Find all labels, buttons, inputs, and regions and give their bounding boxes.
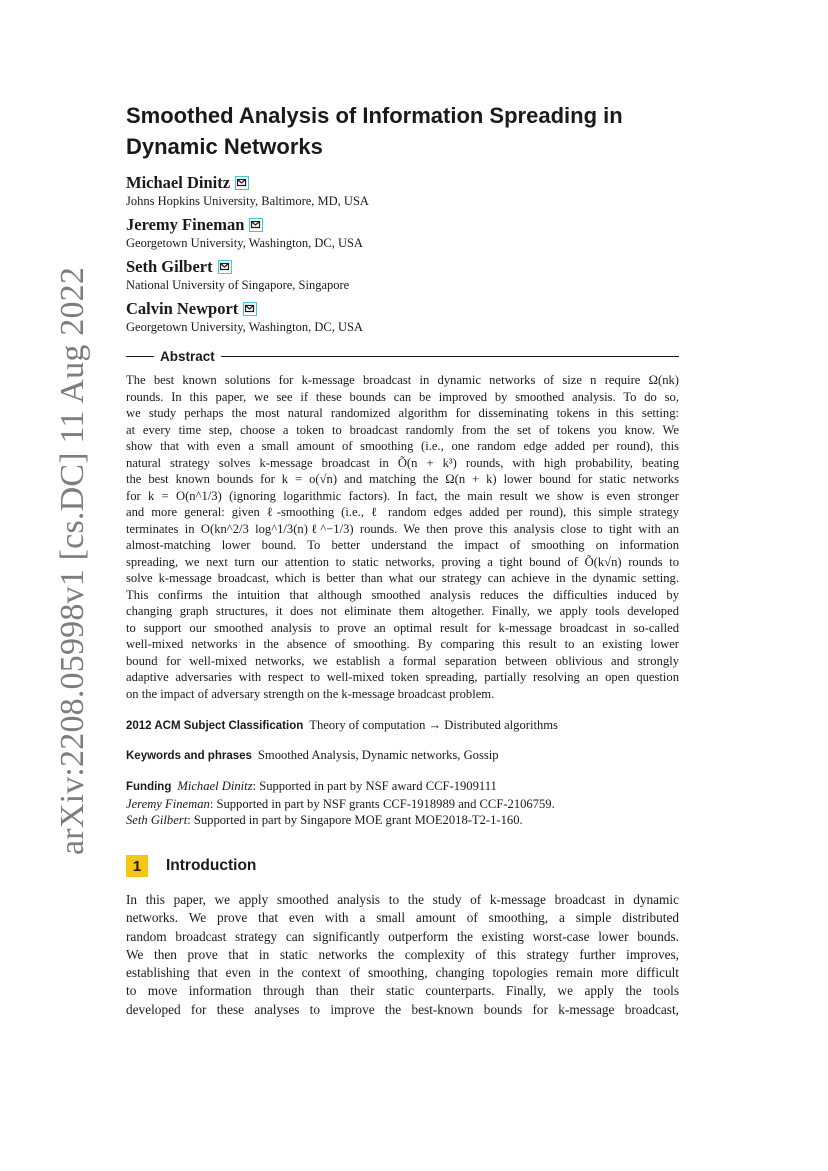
email-icon[interactable]	[218, 260, 232, 274]
text-line: on the impact of adversary strength on the k-message broadcast problem.	[126, 686, 495, 701]
text-line: the best known bounds for k = o(√n) and matching the Ω(n + k) lower bound for static networks	[126, 472, 679, 486]
text-line: This confirms the intuition that although smoothed analysis reduces the difficulties induced by	[126, 587, 679, 602]
funding-name: Jeremy Fineman	[126, 796, 210, 811]
text-line: to support our smoothed analysis to prove an optimal result for k-message broadcast in so-called	[126, 620, 679, 635]
divider	[126, 356, 154, 357]
text-line: terminates in O(kn^2/3 log^1/3(n)ℓ^−1/3) rounds. We then prove this analysis close to tight with an	[126, 521, 679, 536]
author-name: Calvin Newport	[126, 299, 239, 318]
text-line: spreading, we next turn our attention to static networks, proving a tight bound of Õ(k√n) rounds to	[126, 554, 679, 569]
text-line: networks. We prove that even with a small amount of smoothing, a simple distributed	[126, 910, 679, 926]
acm-label: 2012 ACM Subject Classification	[126, 720, 304, 732]
email-icon[interactable]	[243, 302, 257, 316]
author-affiliation: Johns Hopkins University, Baltimore, MD, USA	[126, 194, 369, 208]
abstract-heading	[126, 349, 679, 364]
section-number: 1	[126, 855, 148, 877]
text-line: rounds. In this paper, we see if these bounds can be improved by smoothed analysis. To do so,	[126, 389, 679, 404]
author-block	[126, 214, 686, 256]
text-line: at every time step, choose a token to broadcast randomly from the set of tokens you know. We	[126, 422, 679, 437]
author-name: Seth Gilbert	[126, 257, 213, 276]
text-line: We then prove that in static networks the complexity of this strategy further improves,	[126, 946, 679, 962]
abstract-text	[126, 372, 679, 702]
text-line: almost-matching lower bound. To better understand the impact of smoothing on information	[126, 538, 679, 552]
funding-label: Funding	[126, 781, 172, 793]
author-block	[126, 172, 686, 214]
acm-classification	[126, 717, 686, 735]
text-line: changing graph structures, it does not eliminate them altogether. Finally, we apply tools developed	[126, 604, 679, 618]
keywords-value: Smoothed Analysis, Dynamic networks, Gossip	[257, 748, 499, 762]
text-line: natural strategy solves k-message broadcast in Õ(n + k³) rounds, with high probability, beating	[126, 455, 679, 470]
author-affiliation: Georgetown University, Washington, DC, USA	[126, 320, 363, 334]
text-line: adaptive adversaries with respect to well-mixed token spreading, partially resolving an open question	[126, 670, 679, 684]
author-list	[126, 172, 686, 340]
arxiv-sidebar-stamp: arXiv:2208.05998v1 [cs.DC] 11 Aug 2022	[54, 266, 91, 855]
text-line: and more general: given ℓ-smoothing (i.e., ℓ random edges added per round), this simple strategy	[126, 505, 679, 519]
funding-text: : Supported in part by Singapore MOE grant MOE2018-T2-1-160.	[187, 813, 523, 827]
text-line: random broadcast strategy can significantly outperform the existing worst-case lower bounds.	[126, 928, 679, 944]
intro-paragraph	[126, 891, 679, 1019]
text-line: establishing that even in the context of smoothing, changing topologies remain more difficult	[126, 965, 679, 981]
author-affiliation: Georgetown University, Washington, DC, USA	[126, 236, 363, 250]
author-name: Michael Dinitz	[126, 173, 231, 192]
author-block	[126, 256, 686, 298]
text-line: bound for well-mixed networks, we establish a formal separation between oblivious and strongly	[126, 653, 679, 668]
text-line: The best known solutions for k-message broadcast in dynamic networks of size n require Ω(nk)	[126, 373, 679, 387]
author-name: Jeremy Fineman	[126, 215, 245, 234]
text-line: solve k-message broadcast, which is better than what our strategy can achieve in the dynamic setting.	[126, 571, 679, 585]
text-line: developed for these analyses to improve the best-known bounds for k-message broadcast,	[126, 1001, 679, 1017]
section-heading	[126, 855, 256, 877]
acm-value: Theory of computation → Distributed algorithms	[309, 718, 558, 732]
funding-name: Seth Gilbert	[126, 813, 188, 827]
title-line: Dynamic Networks	[126, 134, 323, 159]
funding	[126, 778, 686, 829]
keywords-label: Keywords and phrases	[126, 750, 252, 762]
section-title: Introduction	[166, 857, 257, 874]
paper-title	[126, 100, 686, 162]
divider	[221, 356, 679, 357]
abstract-label: Abstract	[160, 349, 215, 364]
funding-text: : Supported in part by NSF award CCF-1909111	[252, 779, 497, 793]
funding-text: : Supported in part by NSF grants CCF-1918989 and CCF-2106759.	[209, 796, 555, 811]
author-block	[126, 298, 686, 340]
funding-name: Michael Dinitz	[177, 779, 253, 793]
text-line: we study perhaps the most natural randomized algorithm for disseminating tokens in this setting:	[126, 406, 679, 420]
text-line: In this paper, we apply smoothed analysis to the study of k-message broadcast in dynamic	[126, 892, 679, 907]
author-affiliation: National University of Singapore, Singapore	[126, 278, 350, 292]
text-line: show that with even a small amount of smoothing (i.e., one random edge added per round), this	[126, 439, 679, 453]
email-icon[interactable]	[235, 176, 249, 190]
text-line: to move information through than their static counterparts. Finally, we apply the tools	[126, 983, 679, 999]
title-line: Smoothed Analysis of Information Spreading in	[126, 103, 623, 128]
email-icon[interactable]	[249, 218, 263, 232]
text-line: for k = O(n^1/3) (ignoring logarithmic factors). In fact, the main result we show is even stronger	[126, 488, 679, 503]
keywords	[126, 747, 686, 765]
text-line: well-mixed networks in the absence of smoothing. By comparing this result to an existing lower	[126, 637, 679, 651]
